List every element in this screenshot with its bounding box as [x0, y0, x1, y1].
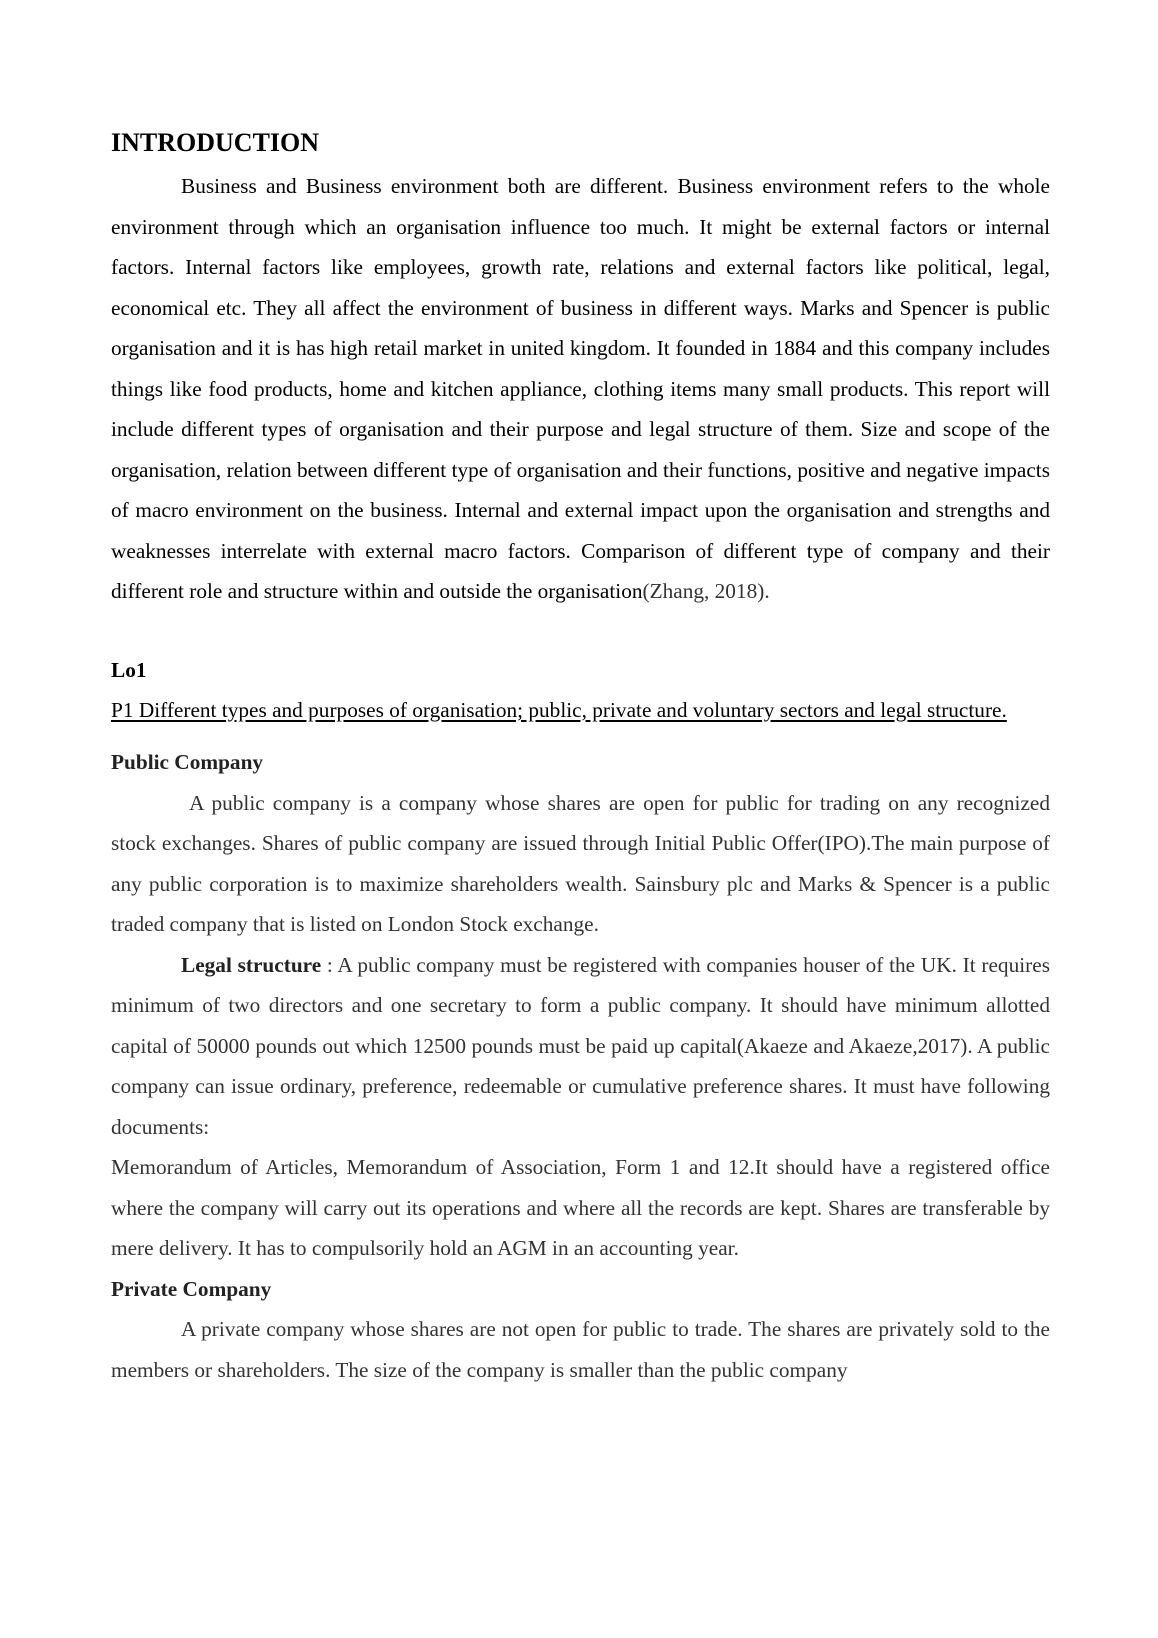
private-company-paragraph: A private company whose shares are not open for public to trade. The shares are privately sold to the members or shareholders. The size of the company is smaller than the public company: [111, 1317, 1050, 1382]
section-spacer: [111, 612, 1050, 650]
documents-paragraph: Memorandum of Articles, Memorandum of Association, Form 1 and 12.It should have a registered office where the company will carry out its operations and where all the records are kept. Shares are transferable by mere delivery. It has to compulsorily hold an AGM in an accounting year.: [111, 1155, 1050, 1260]
document-page: [111, 128, 1050, 1390]
legal-structure-paragraph: [111, 945, 1050, 1148]
p1-task-title: P1 Different types and purposes of organisation; public, private and voluntary sectors and legal structure.: [111, 697, 1007, 722]
introduction-paragraph: [111, 166, 1050, 612]
introduction-citation: (Zhang, 2018).: [642, 579, 770, 603]
legal-structure-text: : A public company must be registered with companies houser of the UK. It requires minimum of two directors and one secretary to form a public company. It should have minimum allotted capital of 50000 pounds out which 12500 pounds must be paid up capital(Akaeze and Akaeze,2017). A public company can issue ordinary, preference, redeemable or cumulative preference shares. It must have following documents:: [111, 952, 1050, 1139]
public-company-heading: Public Company: [111, 750, 264, 774]
public-company-paragraph: [111, 783, 1050, 945]
lo1-heading: Lo1: [111, 657, 147, 682]
introduction-text: Business and Business environment both are different. Business environment refers to the whole environment through which an organisation influence too much. It might be external factors or internal factors. Internal factors like employees, growth rate, relations and external factors like political, legal, economical etc. They all affect the environment of business in different ways. Marks and Spencer is public organisation and it is has high retail market in united kingdom. It founded in 1884 and this company includes things like food products, home and kitchen appliance, clothing items many small products. This report will include different types of organisation and their purpose and legal structure of them. Size and scope of the organisation, relation between different type of organisation and their functions, positive and negative impacts of macro environment on the business. Internal and external impact upon the organisation and strengths and weaknesses interrelate with external macro factors. Comparison of different type of company and their different role and structure within and outside the organisation: [111, 174, 1050, 603]
introduction-heading: INTRODUCTION: [111, 128, 320, 157]
legal-structure-label: Legal structure: [181, 952, 322, 977]
public-company-text: A public company is a company whose shares are open for public for trading on any recognized stock exchanges. Shares of public company are issued through Initial Public Offer(IPO).The main purpose of any public corporation is to maximize shareholders wealth. Sainsbury plc and Marks & Spencer is a public traded company that is listed on London Stock exchange.: [111, 790, 1050, 936]
title-spacer: [111, 730, 1050, 742]
private-company-heading: Private Company: [111, 1276, 272, 1301]
